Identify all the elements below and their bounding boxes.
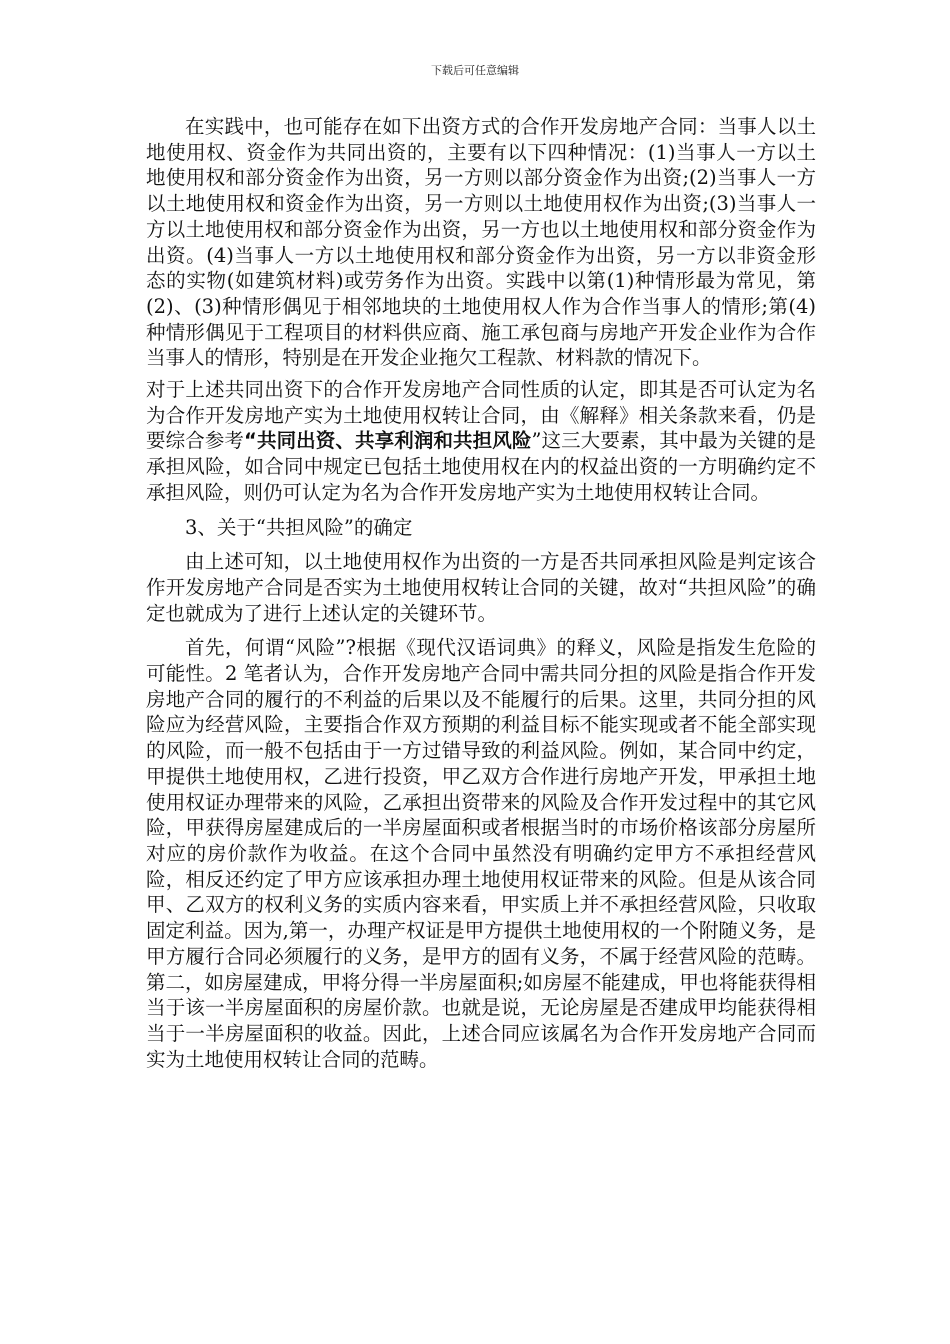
paragraph-text: 对于上述共同出资下的合作开发房地产合同性质的认定，即其是否可认定为名为合作开发房地产实为土地使用权转让合同，由《解释》相关条款来看，仍是要综合参考 <box>146 378 816 453</box>
bold-key-elements: “共同出资、共享利润和共担风险 <box>244 429 532 453</box>
document-body <box>146 114 816 1072</box>
paragraph-nature-determination <box>146 377 816 506</box>
paragraph-risk-definition: 首先，何谓“风险”?根据《现代汉语词典》的释义，风险是指发生危险的可能性。2 笔者认为，合作开发房地产合同中需共同分担的风险是指合作开发房地产合同的履行的不利益的后果以及不能履行的后果。这里，共同分担的风险应为经营风险，主要指合作双方预期的利益目标不能实现或者不能全部实现的风险，而一般不包括由于一方过错导致的利益风险。例如，某合同中约定，甲提供土地使用权，乙进行投资，甲乙双方合作进行房地产开发，甲承担土地使用权证办理带来的风险，乙承担出资带来的风险及合作开发过程中的其它风险，甲获得房屋建成后的一半房屋面积或者根据当时的市场价格该部分房屋所对应的房价款作为收益。在这个合同中虽然没有明确约定甲方不承担经营风险，相反还约定了甲方应该承担办理土地使用权证带来的风险。但是从该合同甲、乙双方的权利义务的实质内容来看，甲实质上并不承担经营风险，只收取固定利益。因为,第一，办理产权证是甲方提供土地使用权的一个附随义务，是甲方履行合同必须履行的义务，是甲方的固有义务，不属于经营风险的范畴。第二，如房屋建成，甲将分得一半房屋面积;如房屋不能建成，甲也将能获得相当于该一半房屋面积的房屋价款。也就是说，无论房屋是否建成甲均能获得相当于一半房屋面积的收益。因此，上述合同应该属名为合作开发房地产合同而实为土地使用权转让合同的范畴。 <box>146 636 816 1071</box>
paragraph-text: ”这三大要素，其中最为关键的是承担风险，如合同中规定已包括土地使用权在内的权益出资的一方明确约定不承担风险，则仍可认定为名为合作开发房地产实为土地使用权转让合同。 <box>146 429 816 504</box>
page-header: 下载后可任意编辑 <box>431 64 519 77</box>
paragraph-shared-risk-key: 由上述可知，以土地使用权作为出资的一方是否共同承担风险是判定该合作开发房地产合同是否实为土地使用权转让合同的关键，故对“共担风险”的确定也就成为了进行上述认定的关键环节。 <box>146 550 816 625</box>
section-heading-shared-risk: 3、关于“共担风险”的确定 <box>185 515 413 539</box>
paragraph-contribution-types: 在实践中，也可能存在如下出资方式的合作开发房地产合同：当事人以土地使用权、资金作为共同出资的，主要有以下四种情况：(1)当事人一方以土地使用权和部分资金作为出资，另一方则以部分资金作为出资;(2)当事人一方以土地使用权和资金作为出资，另一方则以土地使用权作为出资;(3)当事人一方以土地使用权和部分资金作为出资，另一方也以土地使用权和部分资金作为出资。(4)当事人一方以土地使用权和部分资金作为出资，另一方以非资金形态的实物(如建筑材料)或劳务作为出资。实践中以第(1)种情形最为常见，第(2)、(3)种情形偶见于相邻地块的土地使用权人作为合作当事人的情形;第(4)种情形偶见于工程项目的材料供应商、施工承包商与房地产开发企业作为合作当事人的情形，特别是在开发企业拖欠工程款、材料款的情况下。 <box>146 115 816 370</box>
